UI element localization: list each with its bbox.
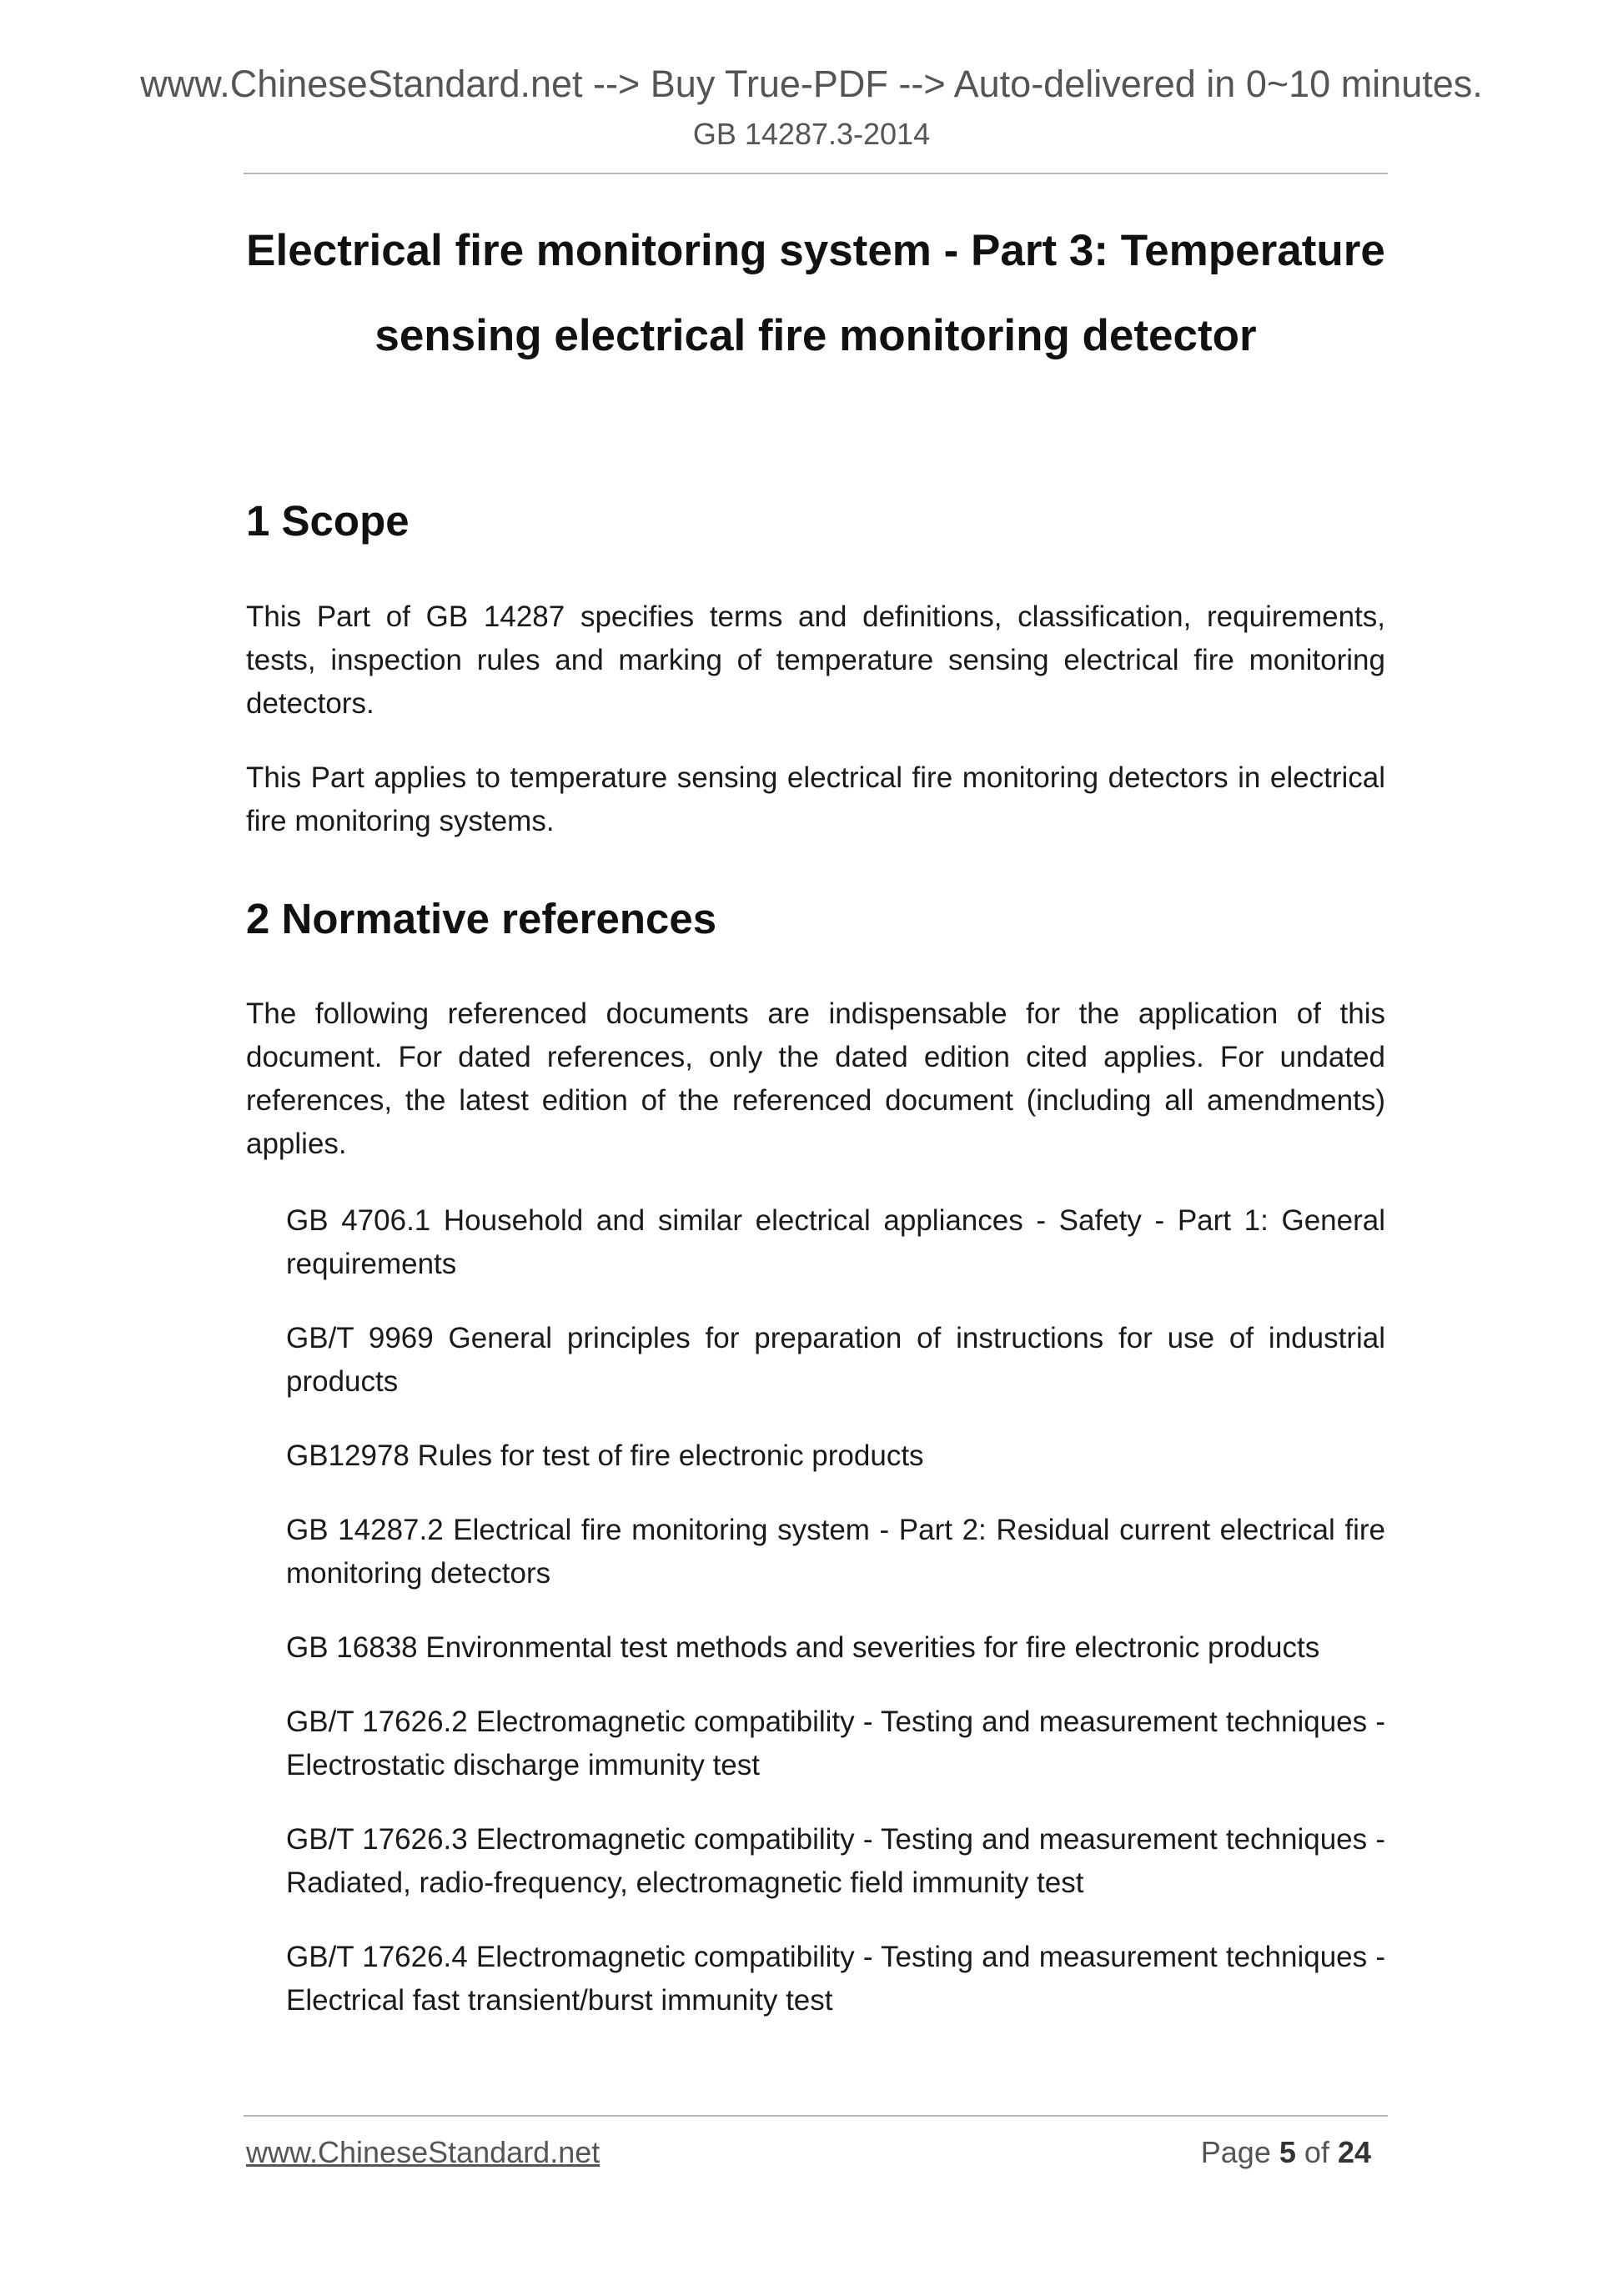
reference-item: GB/T 9969 General principles for preparation of instructions for use of industrial products xyxy=(286,1322,1385,1398)
reference-item: GB 14287.2 Electrical fire monitoring system - Part 2: Residual current electrical fire monitoring detectors xyxy=(286,1514,1385,1590)
page-current: 5 xyxy=(1279,2135,1296,2169)
page-total: 24 xyxy=(1337,2135,1371,2169)
scope-paragraph-2: This Part applies to temperature sensing electrical fire monitoring detectors in electrical fire monitoring systems. xyxy=(246,761,1385,837)
footer-site-link[interactable]: www.ChineseStandard.net xyxy=(246,2135,600,2169)
header-divider xyxy=(244,173,1388,174)
document-title xyxy=(244,208,1388,379)
page-prefix: Page xyxy=(1200,2135,1271,2169)
header-banner: www.ChineseStandard.net --> Buy True-PDF --> Auto-delivered in 0~10 minutes. xyxy=(140,63,1483,105)
reference-item: GB/T 17626.3 Electromagnetic compatibility - Testing and measurement techniques - Radiated, radio-frequency, electromagnetic field immunity test xyxy=(286,1823,1385,1899)
section-1-heading: 1 Scope xyxy=(246,497,410,545)
page-of: of xyxy=(1304,2135,1329,2169)
reference-item: GB 16838 Environmental test methods and severities for fire electronic products xyxy=(286,1631,1320,1664)
section-2-heading: 2 Normative references xyxy=(246,895,717,942)
page-number xyxy=(1201,2135,1371,2170)
reference-item: GB/T 17626.2 Electromagnetic compatibility - Testing and measurement techniques - Electrostatic discharge immunity test xyxy=(286,1706,1385,1781)
scope-paragraph-1: This Part of GB 14287 specifies terms and definitions, classification, requirements, tests, inspection rules and marking of temperature sensing electrical fire monitoring detectors. xyxy=(246,600,1385,720)
normative-references-intro: The following referenced documents are indispensable for the application of this document. For dated references, only the dated edition cited applies. For undated references, the latest edition of the referenced document (including all amendments) applies. xyxy=(246,997,1385,1160)
document-title-line-1: Electrical fire monitoring system - Part 3: Temperature xyxy=(246,226,1385,275)
reference-item: GB/T 17626.4 Electromagnetic compatibility - Testing and measurement techniques - Electrical fast transient/burst immunity test xyxy=(286,1941,1385,2017)
footer-divider xyxy=(244,2115,1388,2117)
document-title-line-2: sensing electrical fire monitoring detector xyxy=(374,311,1257,360)
header-standard-number: GB 14287.3-2014 xyxy=(692,117,931,151)
reference-item: GB12978 Rules for test of fire electronic products xyxy=(286,1439,924,1472)
reference-item: GB 4706.1 Household and similar electrical appliances - Safety - Part 1: General requirements xyxy=(286,1204,1385,1280)
reference-list xyxy=(286,1199,1385,2053)
